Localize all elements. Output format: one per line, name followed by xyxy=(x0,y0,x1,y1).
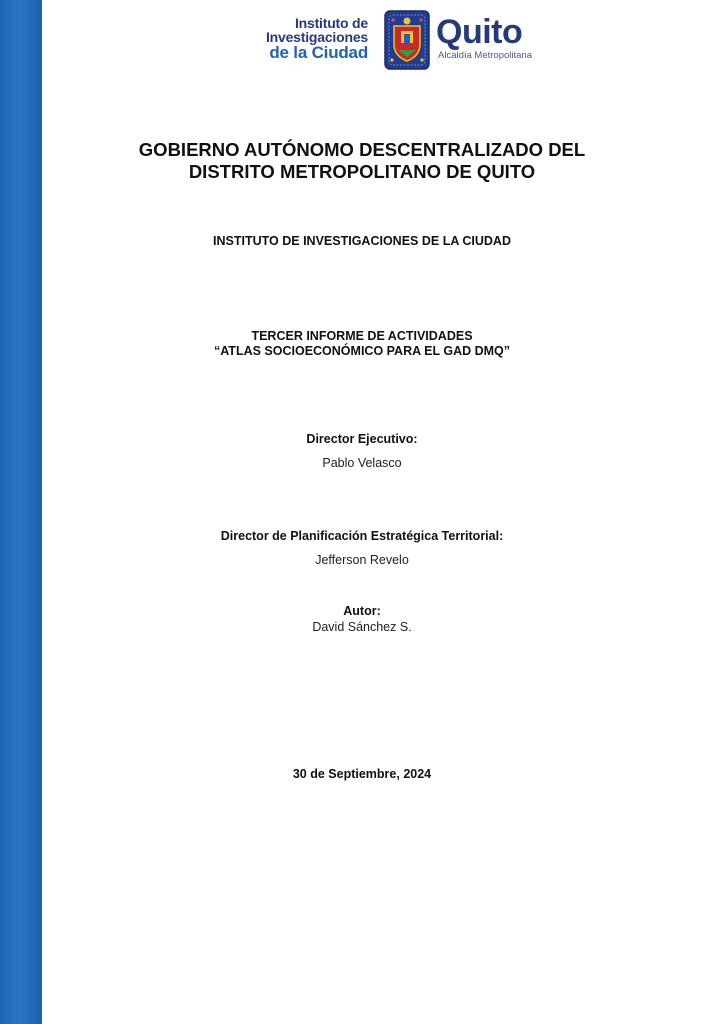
document-title xyxy=(42,139,682,183)
institute-name: INSTITUTO DE INVESTIGACIONES DE LA CIUDAD xyxy=(213,234,511,248)
report-title-line1: TERCER INFORME DE ACTIVIDADES xyxy=(251,329,473,343)
document-date: 30 de Septiembre, 2024 xyxy=(292,767,432,781)
director-executive-name: Pablo Velasco xyxy=(322,456,402,470)
side-color-band xyxy=(0,0,42,1024)
director-planning-name: Jefferson Revelo xyxy=(315,553,409,567)
document-body xyxy=(42,0,724,1024)
document-title-line2: DISTRITO METROPOLITANO DE QUITO xyxy=(188,161,536,182)
document-title-line1: GOBIERNO AUTÓNOMO DESCENTRALIZADO DEL xyxy=(138,139,586,160)
quito-logo-subtitle: Alcaldía Metropolitana xyxy=(438,50,532,61)
report-title-line2: “ATLAS SOCIOECONÓMICO PARA EL GAD DMQ” xyxy=(213,344,511,358)
author-name: David Sánchez S. xyxy=(312,620,412,634)
director-planning-label: Director de Planificación Estratégica Territorial: xyxy=(220,529,504,543)
author-label: Autor: xyxy=(343,604,381,618)
director-executive-label: Director Ejecutivo: xyxy=(306,432,418,446)
report-title xyxy=(42,329,682,359)
institute-logo-line2: Investigaciones xyxy=(265,29,368,45)
institute-logo-line1: Instituto de xyxy=(294,15,368,31)
institute-logo-line3: de la Ciudad xyxy=(269,43,368,62)
quito-logo-name: Quito xyxy=(436,13,523,51)
